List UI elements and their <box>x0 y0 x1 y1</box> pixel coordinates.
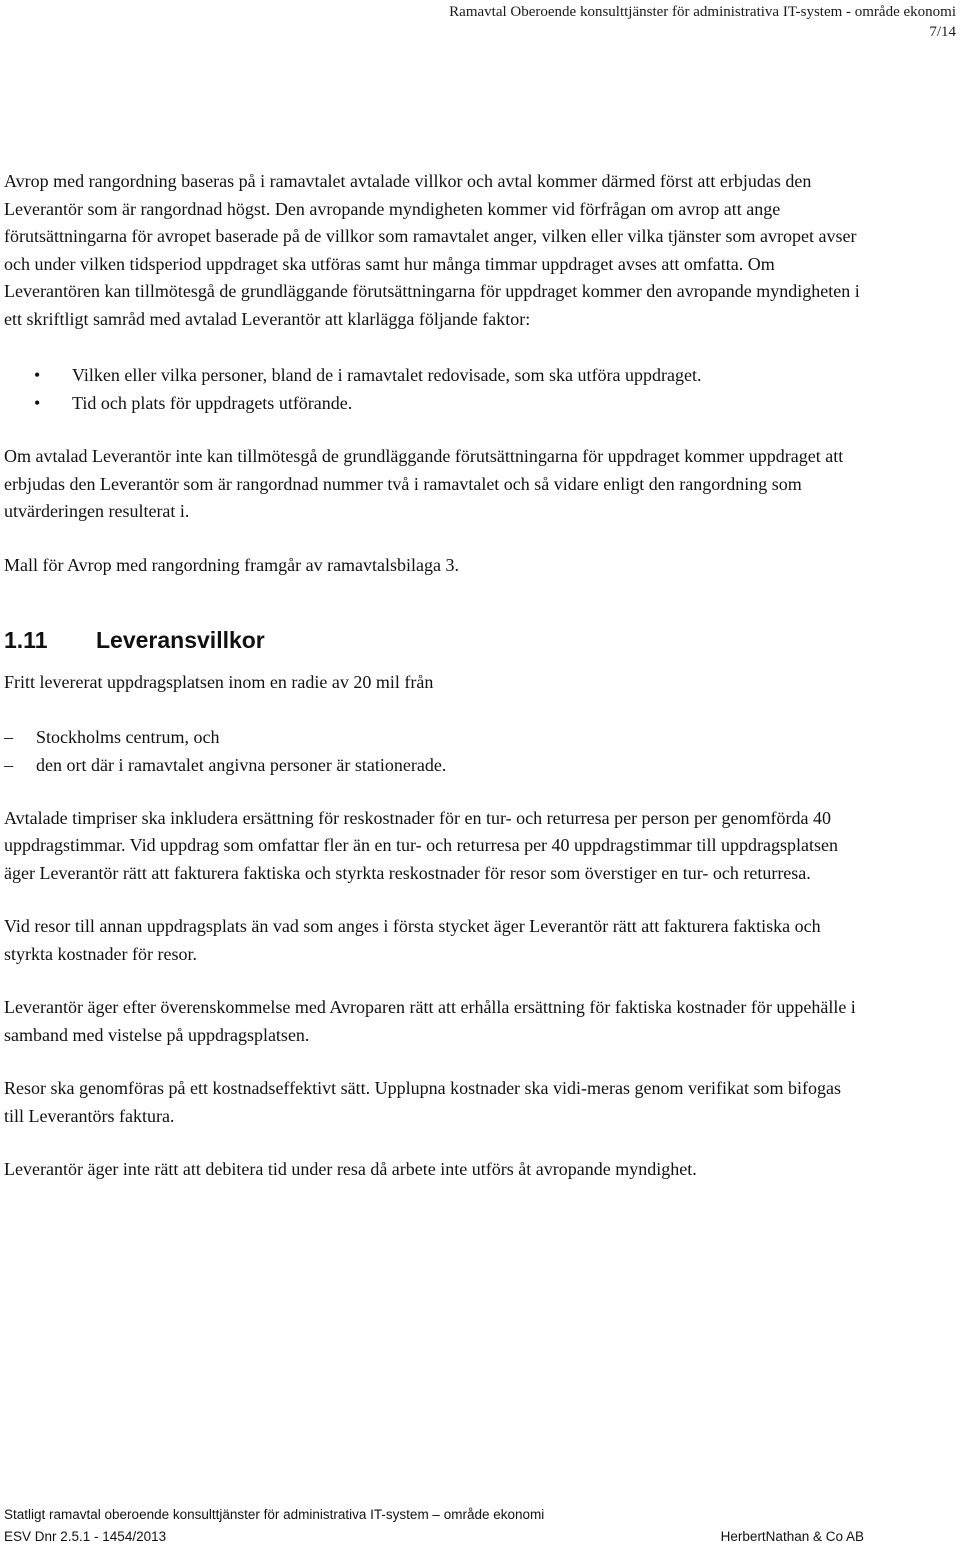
bullet-icon: • <box>34 365 41 385</box>
footer-dnr: ESV Dnr 2.5.1 - 1454/2013 <box>4 1529 167 1544</box>
paragraph-kostnadseffektivt: Resor ska genomföras på ett kostnadseffektivt sätt. Upplupna kostnader ska vidi-meras genom verifikat som bifogas till Leverantörs faktura. <box>4 1078 841 1126</box>
list-item <box>4 389 864 417</box>
dash-icon: – <box>4 754 13 775</box>
header-title: Ramavtal Oberoende konsulttjänster för administrativa IT-system - område ekonomi <box>449 4 956 20</box>
footer-title: Statligt ramavtal oberoende konsulttjänster för administrativa IT-system – område ekonomi <box>4 1507 545 1522</box>
page-number: 7/14 <box>929 24 956 40</box>
paragraph-avtalad-leverantor: Om avtalad Leverantör inte kan tillmötesgå de grundläggande förutsättningarna för uppdraget kommer uppdraget att erbjudas den Leverantör som är rangordnad nummer två i ramavtalet och så vidare enligt den rangordning som utvärderingen resulterat i. <box>4 446 844 521</box>
dash-icon: – <box>4 726 13 747</box>
paragraph-timpriser: Avtalade timpriser ska inkludera ersättning för reskostnader för en tur- och returresa per person per genomförda 40 uppdragstimmar. Vid uppdrag som omfattar fler än en tur- och returresa per 40 uppdragstimmar till uppdragsplatsen äger Leverantör rätt att fakturera faktiska och styrkta reskostnader för resor som överstiger en tur- och returresa. <box>4 807 839 883</box>
dash-list <box>4 723 864 779</box>
paragraph-avrop-rangordning: Avrop med rangordning baseras på i ramavtalet avtalade villkor och avtal kommer därmed först att erbjudas den Leverantör som är rangordnad högst. Den avropande myndigheten kommer vid förfrågan om avrop att ange förutsättningarna för avropet baserade på de villkor som ramavtalet anger, vilken eller vilka tjänster som avropet avser och under vilken tidsperiod uppdraget ska utföras samt hur många timmar uppdraget avses att omfatta. Om Leverantören kan tillmötesgå de grundläggande förutsättningarna för uppdraget kommer den avropande myndigheten i ett skriftligt samråd med avtalad Leverantör att klarlägga följande faktor: <box>4 171 860 329</box>
section-heading <box>4 625 864 655</box>
section-title: Leveransvillkor <box>96 627 265 653</box>
paragraph-annan-uppdragsplats: Vid resor till annan uppdragsplats än vad som anges i första stycket äger Leverantör rätt att fakturera faktiska och styrkta kostnader för resor. <box>4 916 821 964</box>
page-footer <box>4 1504 864 1548</box>
list-item-text: Tid och plats för uppdragets utförande. <box>72 393 353 413</box>
paragraph-mall-avrop: Mall för Avrop med rangordning framgår av ramavtalsbilaga 3. <box>4 554 460 575</box>
bullet-list <box>4 361 864 417</box>
list-item <box>4 723 864 751</box>
list-item <box>4 361 864 389</box>
list-item-text: Vilken eller vilka personer, bland de i ramavtalet redovisade, som ska utföra uppdraget. <box>72 365 702 385</box>
paragraph-fritt-levererat: Fritt levererat uppdragsplatsen inom en radie av 20 mil från <box>4 672 434 692</box>
paragraph-uppehalle: Leverantör äger efter överenskommelse med Avroparen rätt att erhålla ersättning för faktiska kostnader för uppehälle i samband med vistelse på uppdragsplatsen. <box>4 997 856 1045</box>
list-item <box>4 751 864 779</box>
bullet-icon: • <box>34 393 41 413</box>
paragraph-debitera-tid: Leverantör äger inte rätt att debitera tid under resa då arbete inte utförs åt avropande myndighet. <box>4 1159 697 1179</box>
section-number: 1.11 <box>4 627 48 653</box>
footer-row <box>4 1526 864 1548</box>
list-item-text: den ort där i ramavtalet angivna personer är stationerade. <box>36 754 447 775</box>
document-body <box>4 168 864 1184</box>
list-item-text: Stockholms centrum, och <box>36 726 220 747</box>
page-header <box>449 2 956 42</box>
footer-company: HerbertNathan & Co AB <box>720 1529 864 1544</box>
